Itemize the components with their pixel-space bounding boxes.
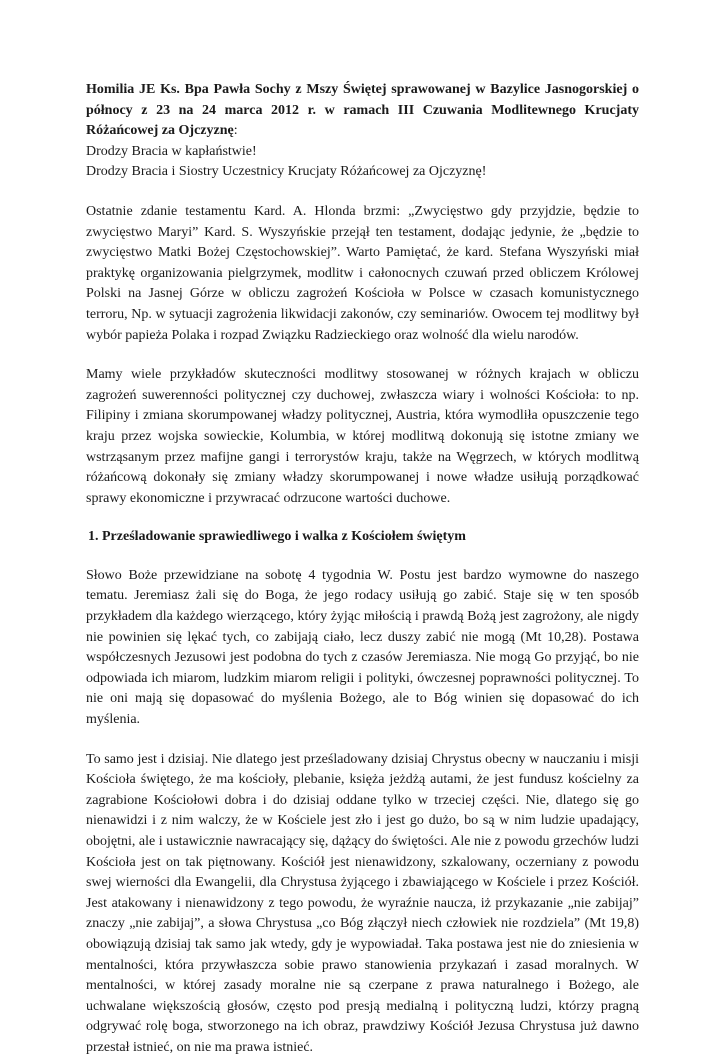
- greeting-priests: Drodzy Bracia w kapłaństwie!: [86, 143, 257, 159]
- paragraph-hlond-testament: Ostatnie zdanie testamentu Kard. A. Hlonda brzmi: „Zwycięstwo gdy przyjdzie, będzie to zwycięstwo Maryi” Kard. S. Wyszyńskie przejął ten testament, dodając jedynie, że „będzie to zwycięstwo Matki Bożej Częstochowskiej”. Warto Pamiętać, że kard. Stefana Wyszyński miał praktykę organizowania pielgrzymek, modlitw i całonocnych czuwań przed obliczem Królowej Polski na Jasnej Górze w obliczu zagrożeń Kościoła w Polsce w czasach komunistycznego terroru, Np. w sytuacji zagrożenia likwidacji zakonów, czy seminariów. Owocem tej modlitwy był wybór papieża Polaka i rozpad Związku Radzieckiego oraz wolność dla wielu narodów.: [86, 203, 639, 343]
- greeting-crusade-participants: Drodzy Bracia i Siostry Uczestnicy Krucjaty Różańcowej za Ojczyznę!: [86, 164, 487, 180]
- paragraph-prayer-examples: Mamy wiele przykładów skuteczności modlitwy stosowanej w różnych krajach w obliczu zagrożeń suwerenności politycznej czy duchowej, zwłaszcza wiary i wolności Kościoła: to np. Filipiny i zmiana skorumpowanej władzy politycznej, Austria, która wymodliła opuszczenie tego kraju przez wojska sowieckie, Kolumbia, w której modlitwą dokonują się istotne zmiany we wstrząsanym przez mafijne gangi i terrorystów kraju, także na Węgrzech, w których modlitwą różańcową dokonały się zmiany władzy skorumpowanej i nowe władze usiłują porządkować sprawy ekonomiczne i przywracać odrzucone wartości duchowe.: [86, 367, 639, 506]
- homily-title-colon: :: [233, 123, 238, 139]
- homily-title: [86, 80, 639, 142]
- paragraph-church-persecution: To samo jest i dzisiaj. Nie dlatego jest prześladowany dzisiaj Chrystus obecny w nauczaniu i misji Kościoła świętego, że ma kościoły, plebanie, księża jeżdżą autami, że jest fundusz kościelny za zagrabione Kościołowi dobra i do dzisiaj oddane tylko w trzeciej części. Nie, dlatego się go nienawidzi i z nim walczy, że w Kościele jest zło i jest go dużo, bo są w nim ludzie upadający, obojętni, ale i ustawicznie nawracający się, dążący do świętości. Ale nie z powodu grzechów ludzi Kościoła jest on tak piętnowany. Kościół jest nienawidzony, szkalowany, oczerniany z powodu swej wierności dla Ewangelii, dla Chrystusa żyjącego i zbawiającego w Kościele i przez Kościół. Jest atakowany i nienawidzony z tego powodu, że wyraźnie naucza, iż przykazanie „nie zabijaj” znaczy „nie zabijaj”, a słowa Chrystusa „co Bóg złączył niech człowiek nie rozdziela” (Mt 19,8) obowiązują dzisiaj tak samo jak wtedy, gdy je wypowiadał. Taka postawa jest nie do zniesienia w mentalności, która przywłaszcza sobie prawo stanowienia przykazań i zasad moralnych. W mentalności, w której zasady moralne nie są czerpane z prawa naturalnego i Bożego, ale uchwalane większością głosów, często pod presją medialną i polityczną ludzi, którzy pragną odgrywać rolę boga, stworzonego na ich obraz, prawdziwy Kościół Jezusa Chrystusa już dawno przestał istnieć, on nie ma prawa istnieć.: [86, 751, 639, 1055]
- homily-title-text: Homilia JE Ks. Bpa Pawła Sochy z Mszy Świętej sprawowanej w Bazylice Jasnogorskiej o północy z 23 na 24 marca 2012 r. w ramach III Czuwania Modlitewnego Krucjaty Różańcowej za Ojczyznę: [86, 82, 639, 139]
- paragraph-jeremiah: Słowo Boże przewidziane na sobotę 4 tygodnia W. Postu jest bardzo wymowne do naszego tematu. Jeremiasz żali się do Boga, że jego rodacy usiłują go zabić. Staje się w ten sposób przykładem dla każdego wierzącego, który żyjąc miłością i prawdą Bożą jest zagrożony, ale nigdy nie powinien się lękać tych, co zabijają ciało, lecz duszy zabić nie mogą (Mt 10,28). Postawa współczesnych Jezusowi jest podobna do tych z czasów Jeremiasza. Nie mogą Go przyjąć, bo nie odpowiada ich miarom, ludzkim miarom religii i polityki, ówczesnej poprawności politycznej. To nie oni mają się dopasować do myślenia Bożego, ale to Bóg winien się dopasować do ich myślenia.: [86, 567, 639, 728]
- section-heading: 1. Prześladowanie sprawiedliwego i walka z Kościołem świętym: [88, 529, 466, 545]
